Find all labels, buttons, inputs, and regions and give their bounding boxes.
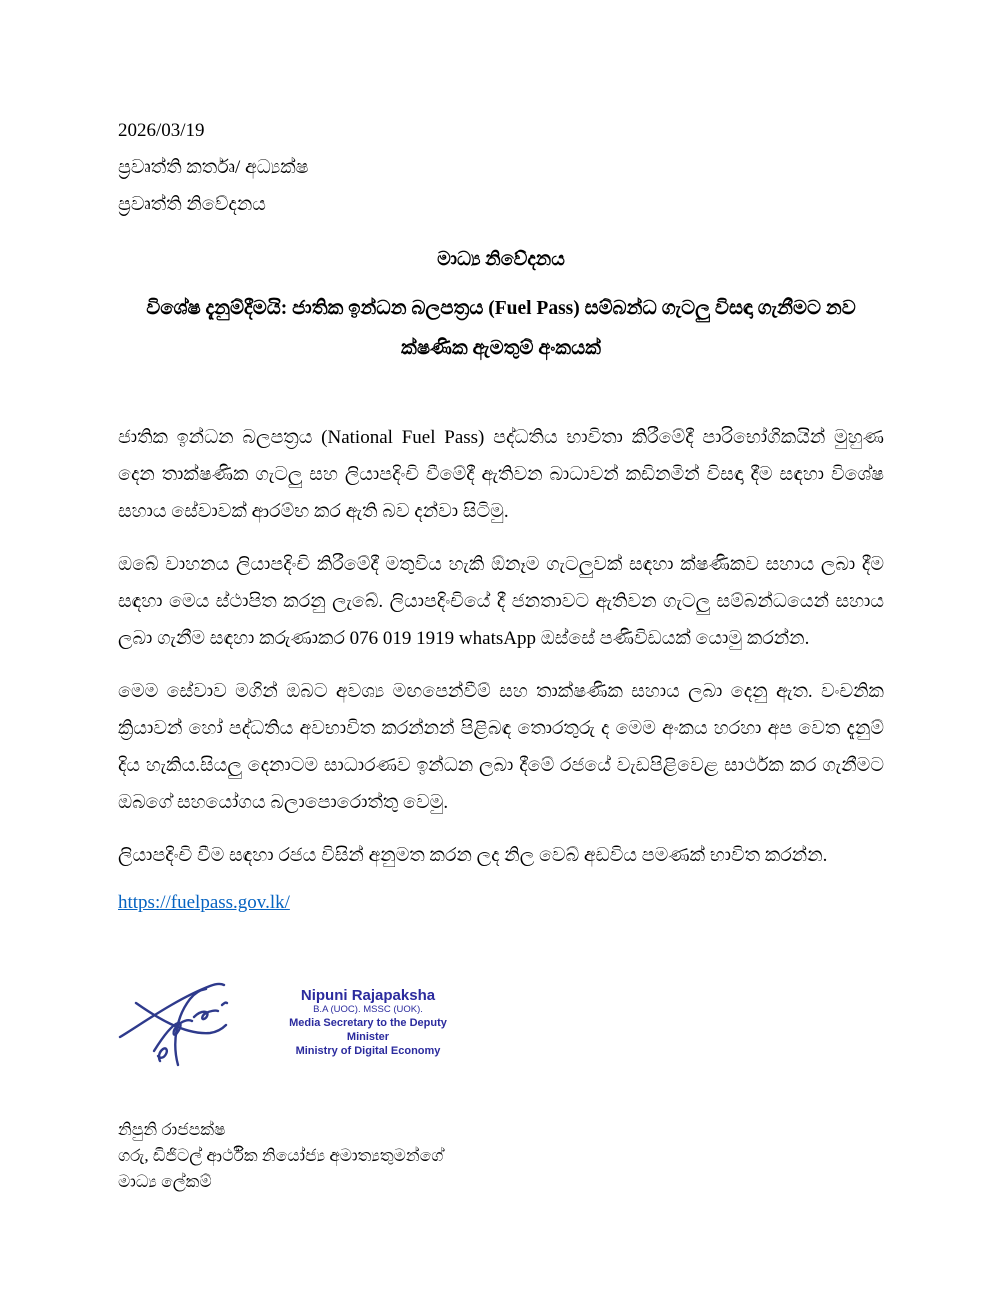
signature-image: [114, 973, 246, 1073]
fuelpass-link[interactable]: https://fuelpass.gov.lk/: [118, 892, 290, 913]
signoff-block: [118, 1117, 884, 1195]
paragraph-3: මෙම සේවාව මගින් ඔබට අවශ්‍ය මඟපෙන්වීම් සහ තාක්ෂණික සහාය ලබා දෙනු ඇත. වංචනික ක්‍රියාවන් හෝ පද්ධතිය අවභාවිත කරන්නන් පිළිබඳ තොරතුරු ද මෙම අංකය හරහා අප වෙත දැනුම් දිය හැකිය.සියලු දෙනාටම සාධාරණව ඉන්ධන ලබා දීමේ රජයේ වැඩපිළිවෙළ සාර්ථක කර ගැනීමට ඔබගේ සහයෝගය බලාපොරොත්තු වෙමු.: [118, 681, 884, 813]
signature-area: [118, 973, 884, 1073]
body-text: [118, 419, 884, 921]
media-release-title: මාධ්‍ය නිවේදනය: [437, 249, 565, 270]
link-line: [118, 884, 884, 921]
signoff-position-line2: මාධ්‍ය ලේකම්: [118, 1172, 212, 1191]
official-stamp: [268, 987, 468, 1058]
doc-type-line: ප්‍රවෘත්ති නිවේදනය: [118, 194, 266, 215]
recipient-line: ප්‍රවෘත්ති කර්තෘ/ අධ්‍යක්ෂ: [118, 157, 309, 178]
signoff-name: නිපුනි රාජපක්ෂ: [118, 1120, 226, 1139]
paragraph-4: ලියාපදිංචි වීම සඳහා රජය විසින් අනුමත කරන ලද නිල වෙබ් අඩවිය පමණක් භාවිත කරන්න.: [118, 845, 828, 866]
stamp-title-line1: Media Secretary to the Deputy Minister: [289, 1017, 447, 1043]
date-line: 2026/03/19: [118, 120, 205, 141]
letter-header: [118, 112, 884, 223]
paragraph-1: ජාතික ඉන්ධන බලපත්‍රය (National Fuel Pass) පද්ධතිය භාවිතා කිරීමේදී පාරිභෝගිකයින් මුහුණ දෙන තාක්ෂණික ගැටලු සහ ලියාපදිංචි වීමේදී ඇතිවන බාධාවන් කඩිනමින් විසඳා දීම සඳහා විශේෂ සහාය සේවාවක් ආරම්භ කර ඇති බව දන්වා සිටිමු.: [118, 427, 884, 522]
signoff-position-line1: ගරු, ඩිජිටල් ආර්ථික නියෝජ්‍ය අමාත්‍යතුමන්ගේ: [118, 1146, 444, 1165]
paragraph-2: ඔබේ වාහනය ලියාපදිංචි කිරීමේදී මතුවිය හැකි ඕනෑම ගැටලුවක් සඳහා ක්ෂණිකව සහාය ලබා දීම සඳහා මෙය ස්ථාපිත කරනු ලැබේ. ලියාපදිංචියේ දී ජනතාවට ඇතිවන ගැටලු සම්බන්ධයෙන් සහාය ලබා ගැනීම සඳහා කරුණාකර 076 019 1919 whatsApp ඔස්සේ පණිවිඩයක් යොමු කරන්න.: [118, 554, 884, 649]
stamp-name: Nipuni Rajapaksha: [300, 987, 436, 1004]
headline: විශේෂ දැනුම්දීමයි: ජාතික ඉන්ධන බලපත්‍රය (Fuel Pass) සම්බන්ධ ගැටලු විසඳා ගැනීමට නව ක්ෂණික ඇමතුම් අංකයක්: [146, 298, 856, 359]
stamp-qualifications: B.A (UOC). MSSC (UOK).: [313, 1004, 423, 1015]
stamp-title-line2: Ministry of Digital Economy: [295, 1045, 441, 1057]
